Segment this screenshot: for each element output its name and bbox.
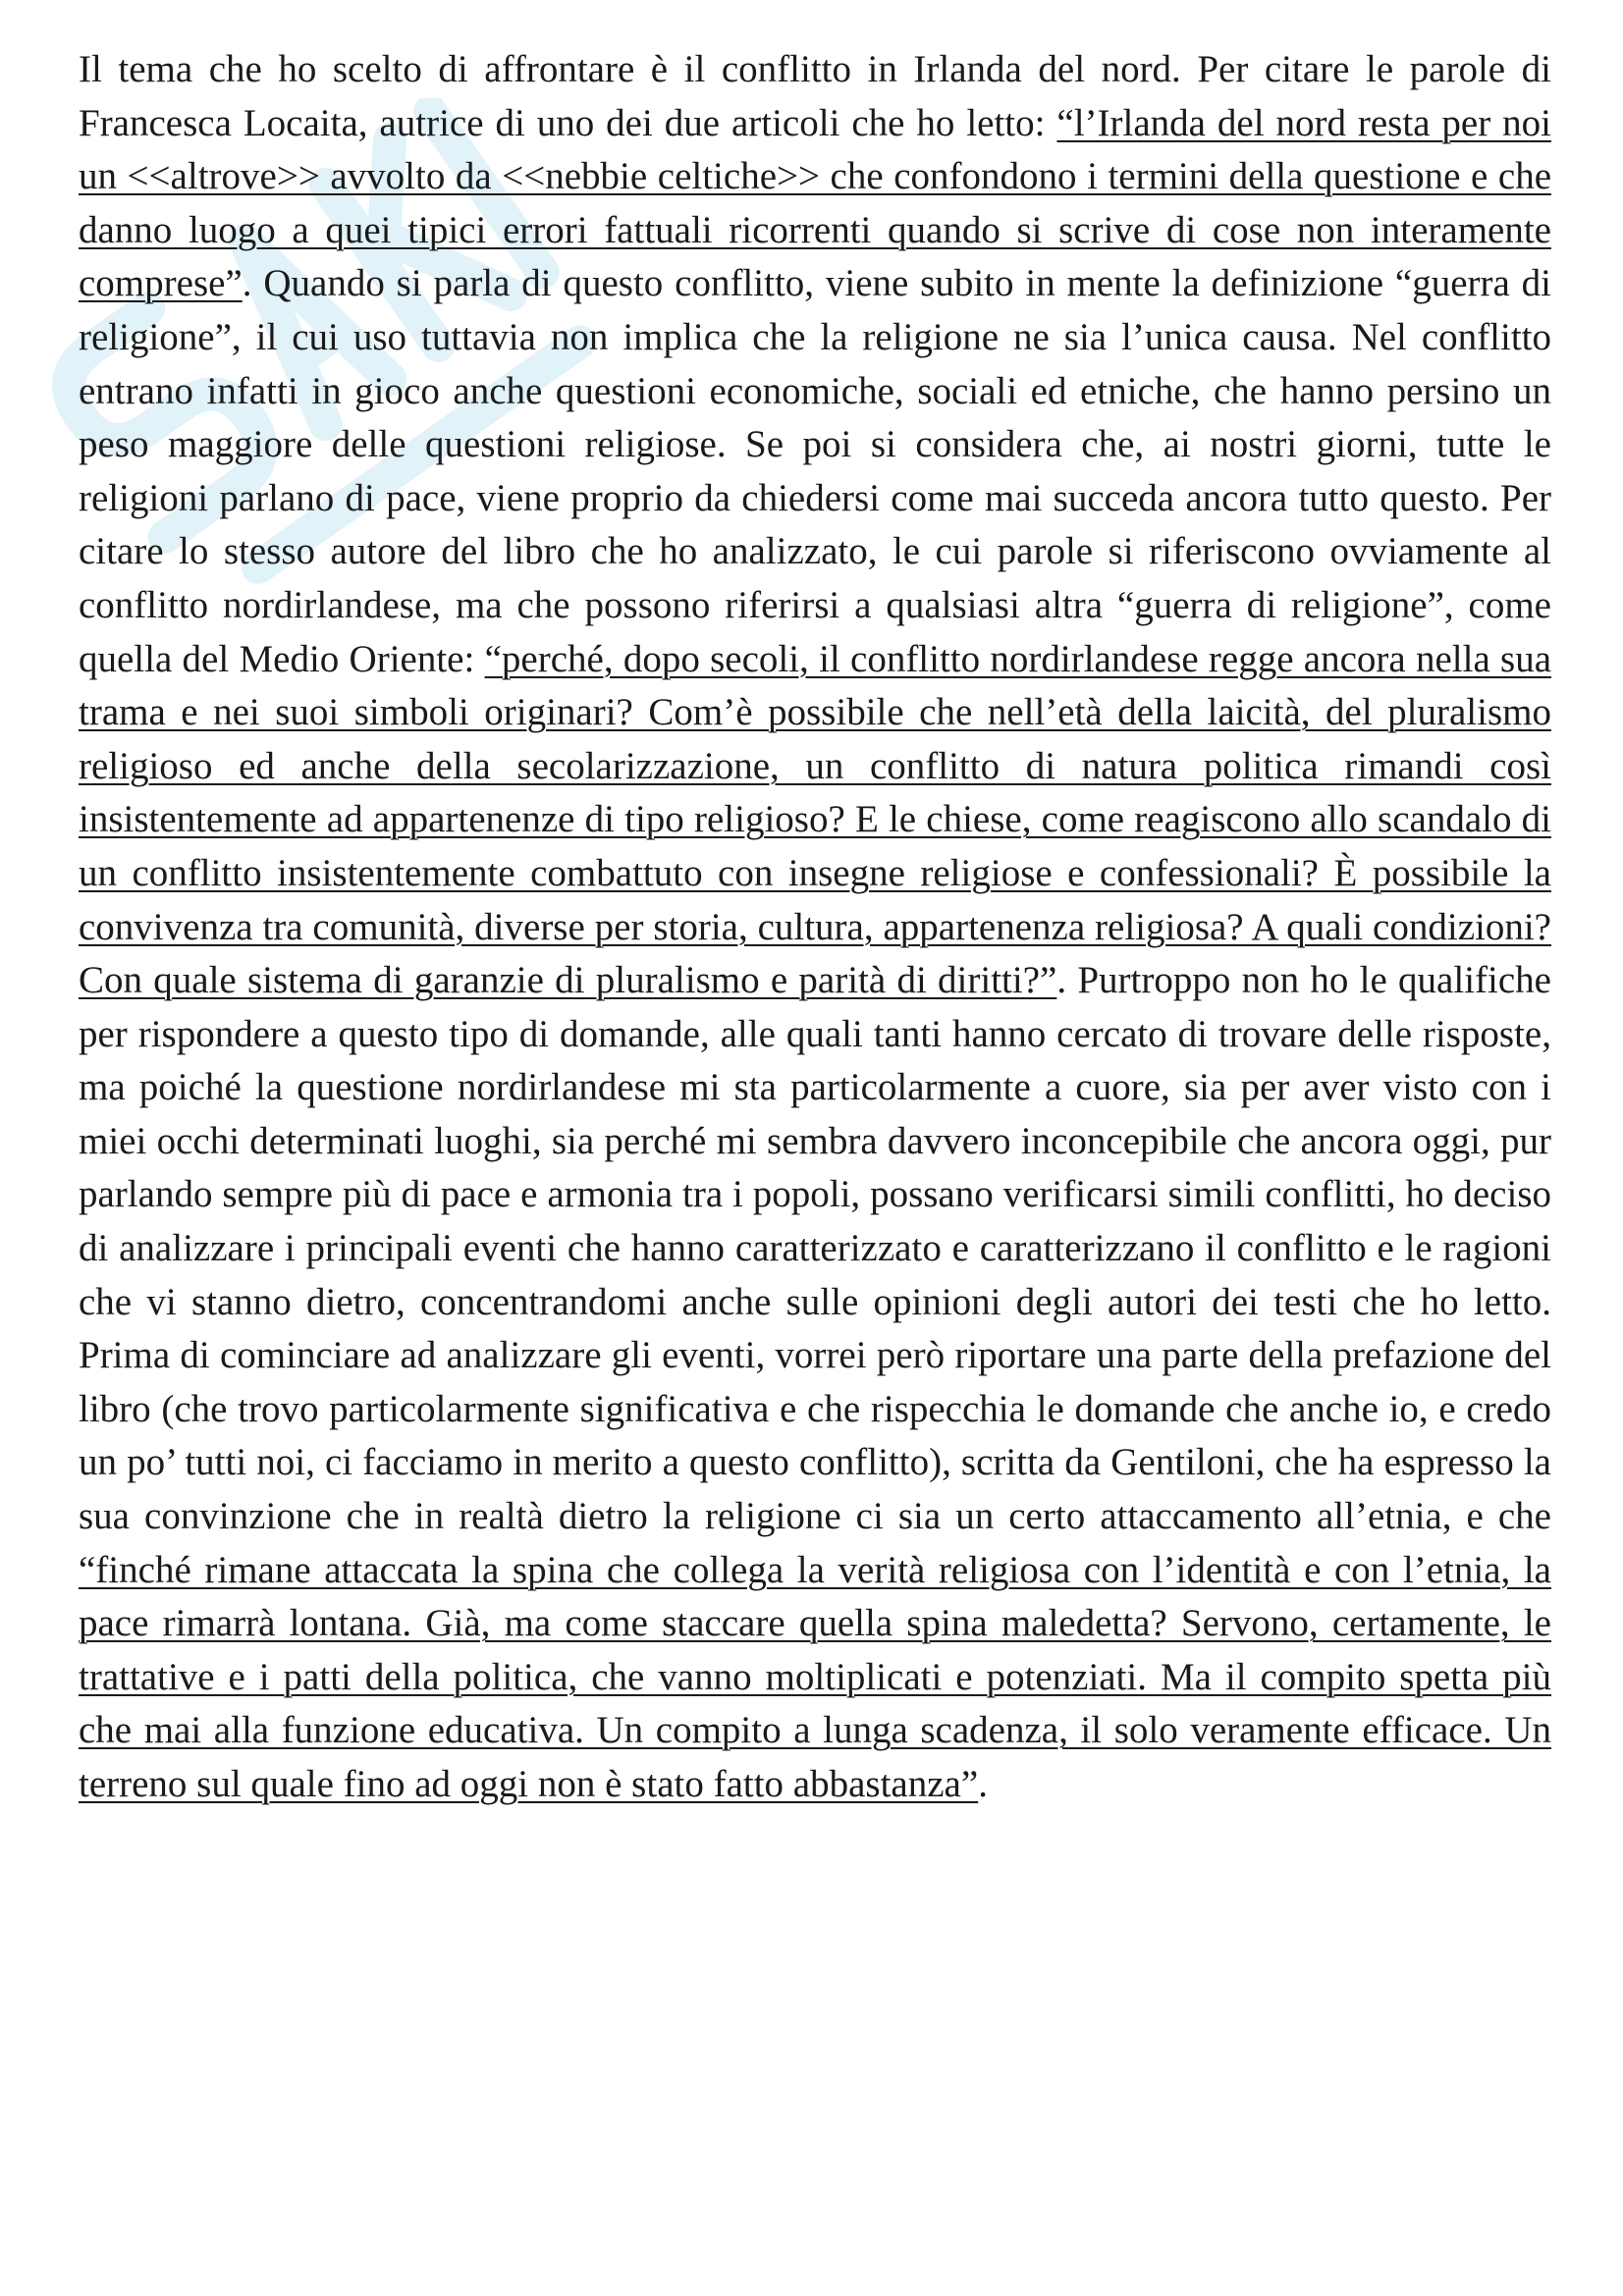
quoted-citation: “l’Irlanda del nord resta per noi un <<altrove>> avvolto da <<nebbie celtiche>> che confondono i termini della questione e che danno luogo a quei tipici errori fattuali ricorrenti quando si scrive di cose non interamente comprese” bbox=[79, 101, 1551, 305]
quoted-citation: “perché, dopo secoli, il conflitto nordirlandese regge ancora nella sua trama e nei suoi simboli originari? Com’è possibile che nell’età della laicità, del pluralismo religioso ed anche della secolarizzazione, un conflitto di natura politica rimandi così insistentemente ad appartenenze di tipo religioso? E le chiese, come reagiscono allo scandalo di un conflitto insistentemente combattuto con insegne religiose e confessionali? È possibile la convivenza tra comunità, diverse per storia, cultura, appartenenza religiosa? A quali condizioni? Con quale sistema di garanzie di pluralismo e parità di diritti?” bbox=[79, 637, 1552, 1002]
body-text-segment: Il tema che ho scelto di affrontare è il conflitto in Irlanda del nord. Per citare le parole di Francesca Locaita, autrice di uno dei due articoli che ho letto: bbox=[79, 48, 1551, 144]
body-text-segment: . Quando si parla di questo conflitto, viene subito in mente la definizione “guerra di religione”, il cui uso tuttavia non implica che la religione ne sia l’unica causa. Nel conflitto entrano infatti in gioco anche questioni economiche, sociali ed etniche, che hanno persino un peso maggiore delle questioni religiose. Se poi si considera che, ai nostri giorni, tutte le religioni parlano di pace, viene proprio da chiedersi come mai succeda ancora tutto questo. Per citare lo stesso autore del libro che ho analizzato, le cui parole si riferiscono ovviamente al conflitto nordirlandese, ma che possono riferirsi a qualsiasi altra “guerra di religione”, come quella del Medio Oriente: bbox=[79, 262, 1551, 680]
body-paragraph bbox=[79, 43, 1551, 1812]
body-text-segment: . bbox=[978, 1763, 988, 1805]
body-text-segment: . Purtroppo non ho le qualifiche per rispondere a questo tipo di domande, alle quali tanti hanno cercato di trovare delle risposte, ma poiché la questione nordirlandese mi sta particolarmente a cuore, sia per aver visto con i miei occhi determinati luoghi, sia perché mi sembra davvero inconcepibile che ancora oggi, pur parlando sempre più di pace e armonia tra i popoli, possano verificarsi simili conflitti, ho deciso di analizzare i principali eventi che hanno caratterizzato e caratterizzano il conflitto e le ragioni che vi stanno dietro, concentrandomi anche sulle opinioni degli autori dei testi che ho letto. Prima di cominciare ad analizzare gli eventi, vorrei però riportare una parte della prefazione del libro (che trovo particolarmente significativa e che rispecchia le domande che anche io, e credo un po’ tutti noi, ci facciamo in merito a questo conflitto), scritta da Gentiloni, che ha espresso la sua convinzione che in realtà dietro la religione ci sia un certo attaccamento all’etnia, e che bbox=[79, 959, 1551, 1538]
quoted-citation: “finché rimane attaccata la spina che collega la verità religiosa con l’identità e con l’etnia, la pace rimarrà lontana. Già, ma come staccare quella spina maledetta? Servono, certamente, le trattative e i patti della politica, che vanno moltiplicati e potenziati. Ma il compito spetta più che mai alla funzione educativa. Un compito a lunga scadenza, il solo veramente efficace. Un terreno sul quale fino ad oggi non è stato fatto abbastanza” bbox=[79, 1548, 1551, 1805]
